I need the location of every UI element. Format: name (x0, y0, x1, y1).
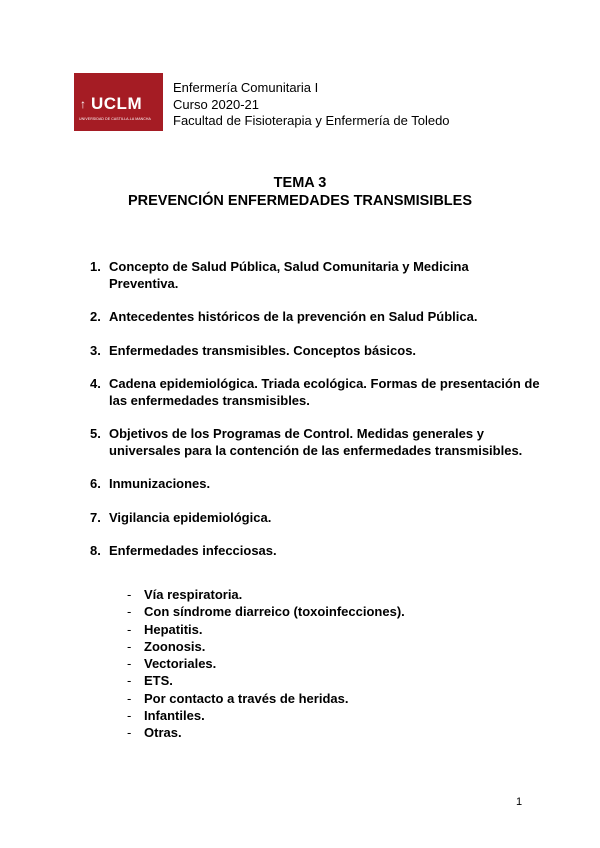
course-year: Curso 2020-21 (173, 96, 259, 112)
list-item (90, 309, 540, 326)
item-number: 1. (90, 259, 101, 274)
sub-item-text: Hepatitis. (144, 621, 203, 637)
item-text: Enfermedades infecciosas. (109, 543, 277, 558)
sub-list-item (127, 707, 405, 724)
uclm-logo (74, 73, 163, 131)
dash-bullet: - (127, 690, 132, 706)
topic-title: PREVENCIÓN ENFERMEDADES TRANSMISIBLES (127, 193, 472, 209)
sub-item-text: Con síndrome diarreico (toxoinfecciones). (144, 604, 405, 620)
item-number: 7. (90, 509, 101, 525)
list-item (90, 343, 540, 360)
item-text: Concepto de Salud Pública, Salud Comunitaria y Medicina Preventiva. (109, 259, 469, 291)
list-item (90, 476, 540, 493)
sub-list-item (127, 690, 405, 707)
item-number: 2. (90, 309, 101, 324)
torch-icon: ↑ (80, 97, 86, 111)
dash-bullet: - (127, 621, 132, 637)
sub-list-item (127, 672, 405, 689)
sub-item-text: Vectoriales. (144, 656, 217, 672)
item-number: 4. (90, 376, 101, 391)
item-number: 8. (90, 543, 101, 558)
sub-list-item (127, 621, 405, 638)
sub-list-item (127, 724, 405, 741)
sub-list-item (127, 655, 405, 672)
sub-item-text: Otras. (144, 725, 182, 741)
item-text: Objetivos de los Programas de Control. Medidas generales y universales para la contención de las enfermedades transmisibles. (109, 426, 523, 458)
course-name: Enfermería Comunitaria I (173, 80, 319, 95)
list-item (90, 426, 540, 459)
page-number: 1 (516, 796, 523, 808)
dash-bullet: - (127, 638, 132, 654)
topic-number-title: TEMA 3 (273, 175, 327, 191)
sub-list-item (127, 603, 405, 620)
item-number: 3. (90, 342, 101, 358)
dash-bullet: - (127, 673, 132, 689)
sub-item-text: Zoonosis. (144, 638, 206, 654)
topics-list (90, 259, 540, 577)
sub-list-item (127, 586, 405, 603)
dash-bullet: - (127, 725, 132, 741)
sub-list-item (127, 638, 405, 655)
dash-bullet: - (127, 604, 132, 620)
list-item (90, 259, 540, 292)
list-item (90, 376, 540, 409)
item-text: Vigilancia epidemiológica. (109, 509, 272, 525)
item-number: 5. (90, 426, 101, 441)
logo-text: UCLM (91, 94, 143, 113)
list-item (90, 510, 540, 527)
sub-item-text: Por contacto a través de heridas. (144, 690, 349, 706)
item-number: 6. (90, 476, 101, 491)
sub-item-text: Vía respiratoria. (144, 587, 243, 602)
item-text: Antecedentes históricos de la prevención en Salud Pública. (109, 309, 478, 324)
subtopics-list (127, 586, 405, 742)
item-text: Cadena epidemiológica. Triada ecológica. Formas de presentación de las enfermedades transmisibles. (109, 376, 540, 408)
item-text: Enfermedades transmisibles. Conceptos básicos. (109, 342, 417, 358)
dash-bullet: - (127, 708, 132, 724)
sub-item-text: ETS. (144, 673, 173, 689)
document-header (173, 80, 450, 130)
logo-subtext: UNIVERSIDAD DE CASTILLA-LA MANCHA (79, 117, 151, 121)
dash-bullet: - (127, 587, 132, 602)
faculty-name: Facultad de Fisioterapia y Enfermería de Toledo (173, 113, 450, 128)
dash-bullet: - (127, 656, 132, 672)
sub-item-text: Infantiles. (144, 708, 205, 724)
item-text: Inmunizaciones. (109, 476, 211, 491)
list-item (90, 543, 540, 560)
